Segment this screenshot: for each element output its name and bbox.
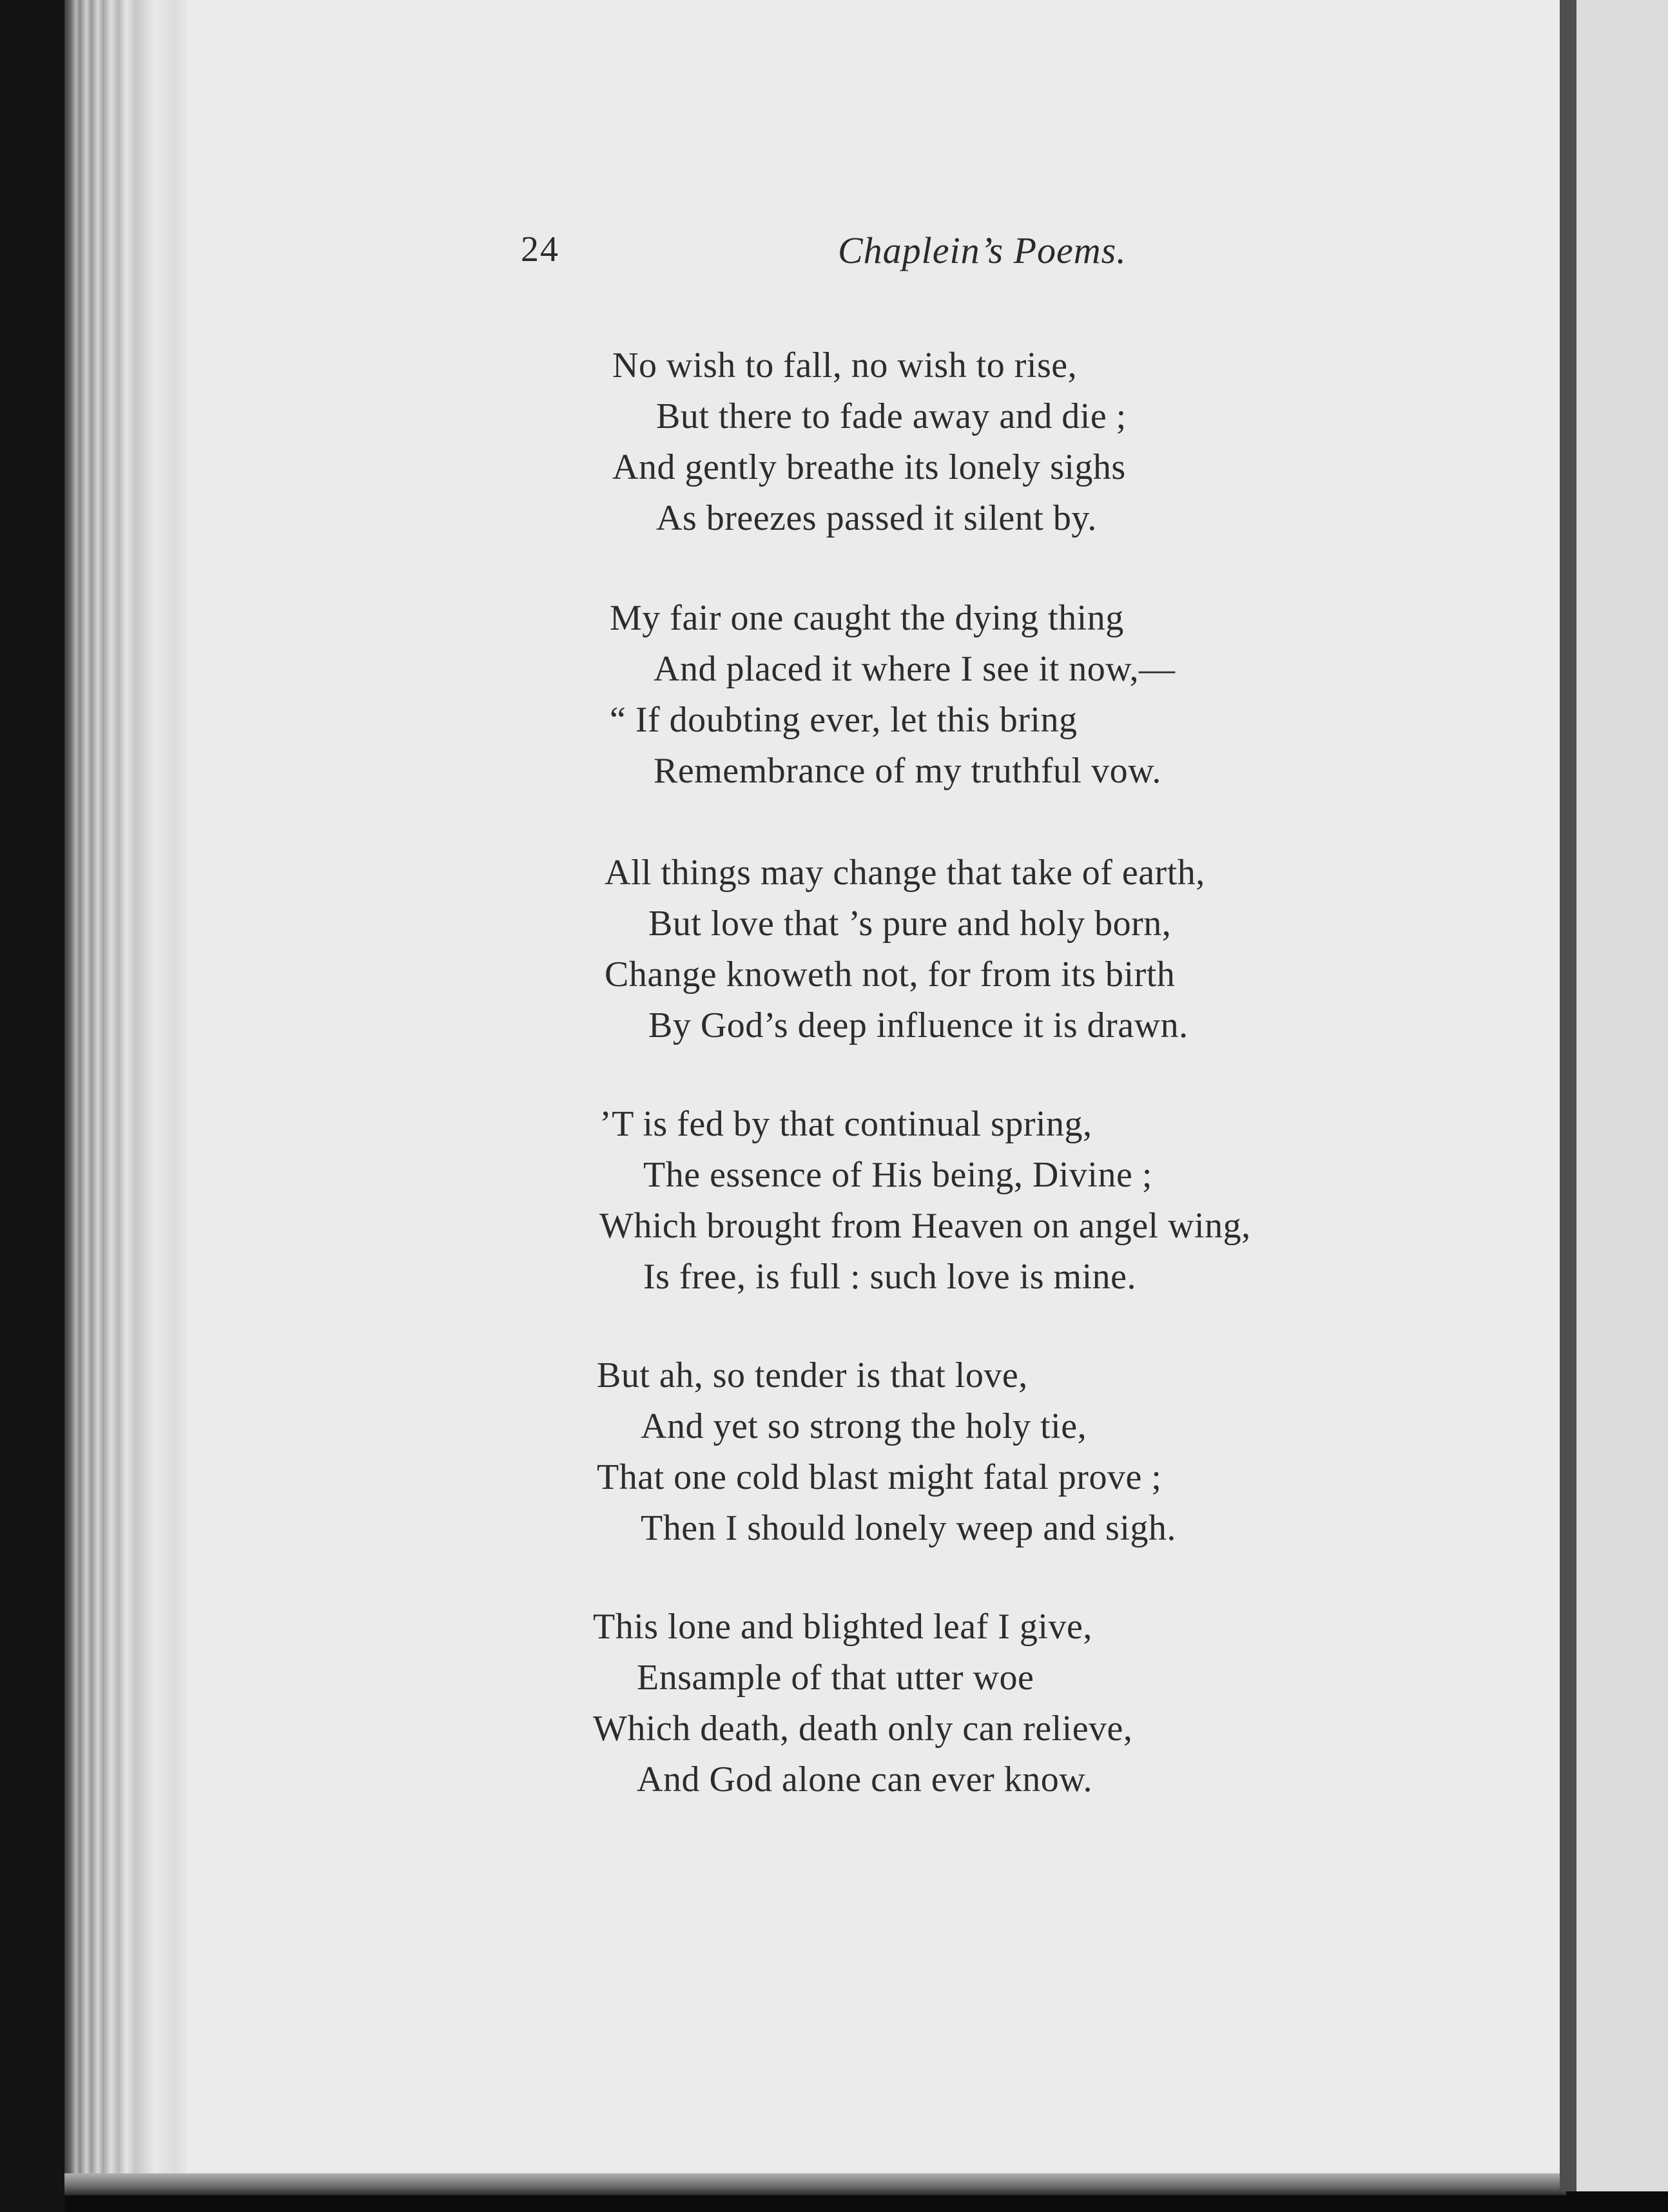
poem-line: Which death, death only can relieve, <box>593 1709 1133 1749</box>
poem-line: As breezes passed it silent by. <box>656 498 1097 538</box>
poem-line: No wish to fall, no wish to rise, <box>612 345 1078 385</box>
poem-line: The essence of His being, Divine ; <box>643 1155 1152 1195</box>
poem-line: But there to fade away and die ; <box>656 396 1127 436</box>
stanza-4 <box>599 1099 1502 1297</box>
poem-line: Ensample of that utter woe <box>637 1658 1034 1698</box>
poem-line: By God’s deep influence it is drawn. <box>648 1005 1188 1045</box>
poem-line: And gently breathe its lonely sighs <box>612 447 1126 487</box>
poem-line: But ah, so tender is that love, <box>597 1355 1028 1395</box>
poem-line: Change knoweth not, for from its birth <box>605 955 1176 994</box>
poem-line: That one cold blast might fatal prove ; <box>597 1457 1162 1497</box>
poem-line: And placed it where I see it now,— <box>654 649 1176 689</box>
stanza-2 <box>610 593 1512 791</box>
stanza-5 <box>597 1350 1499 1548</box>
poem-line: Then I should lonely weep and sigh. <box>641 1508 1176 1548</box>
poem-line: But love that ’s pure and holy born, <box>648 904 1172 944</box>
poem-line: “ If doubting ever, let this bring <box>610 700 1078 740</box>
running-title: Chaplein’s Poems. <box>838 229 1127 271</box>
poem-line: Is free, is full : such love is mine. <box>643 1257 1137 1297</box>
stanza-3 <box>605 848 1507 1045</box>
poem-line: All things may change that take of earth, <box>605 853 1205 893</box>
stanza-6 <box>593 1602 1495 1800</box>
page-number: 24 <box>521 229 559 269</box>
poem-line: My fair one caught the dying thing <box>610 598 1124 638</box>
poem-line: And God alone can ever know. <box>637 1760 1093 1800</box>
poem-line: ’T is fed by that continual spring, <box>599 1104 1092 1144</box>
poem-line: And yet so strong the holy tie, <box>641 1406 1087 1446</box>
poem-line: Which brought from Heaven on angel wing, <box>599 1206 1251 1246</box>
poem-line: Remembrance of my truthful vow. <box>654 751 1161 791</box>
poem-line: This lone and blighted leaf I give, <box>593 1607 1092 1647</box>
stanza-1 <box>612 340 1515 538</box>
